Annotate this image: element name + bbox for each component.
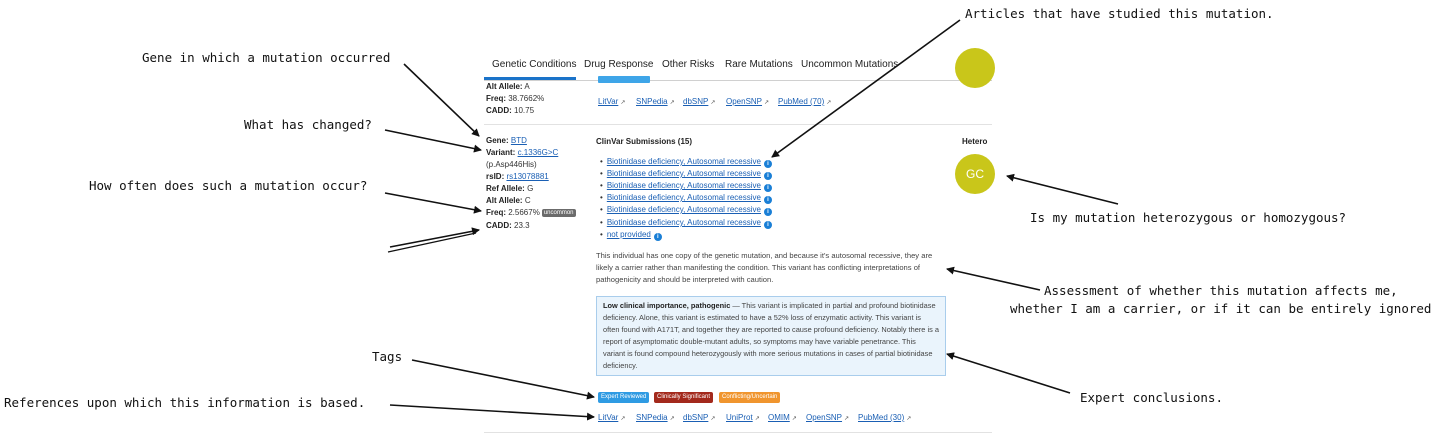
external-link-icon: ↗ xyxy=(710,100,716,106)
info-icon[interactable]: i xyxy=(764,172,772,180)
list-item: • not provided i xyxy=(600,230,662,241)
external-link-icon: ↗ xyxy=(669,100,675,106)
annotation-articles: Articles that have studied this mutation. xyxy=(965,6,1274,21)
ref-snpedia[interactable]: SNPedia ↗ xyxy=(636,413,675,422)
ref-uniprot[interactable]: UniProt ↗ xyxy=(726,413,760,422)
annotation-gene: Gene in which a mutation occurred xyxy=(142,50,391,65)
clinvar-submission-link[interactable]: Biotinidase deficiency, Autosomal recessive xyxy=(606,193,761,202)
clinvar-title: ClinVar Submissions (15) xyxy=(596,137,693,146)
rsid-link[interactable]: rs13078881 xyxy=(506,172,549,181)
tag-expert-reviewed: Expert Reviewed xyxy=(598,392,649,403)
zygosity-label: Hetero xyxy=(962,137,988,146)
clinvar-submission-link[interactable]: Biotinidase deficiency, Autosomal recessive xyxy=(606,181,761,190)
external-link-icon: ↗ xyxy=(826,100,832,106)
top-ref-opensnp[interactable]: OpenSNP ↗ xyxy=(726,97,770,106)
tab-genetic-conditions[interactable]: Genetic Conditions xyxy=(492,59,577,70)
arrow-references xyxy=(390,405,594,417)
list-item: • Biotinidase deficiency, Autosomal recessive i xyxy=(600,205,772,216)
tag-clinically-significant: Clinically Significant xyxy=(654,392,713,403)
external-link-icon: ↗ xyxy=(906,416,912,422)
assessment-summary: This individual has one copy of the genetic mutation, and because it's autosomal recessive, they are likely a carrier rather than manifesting the condition. This variant has conflicting interpretations of pathogenicity and should be interpreted with caution. xyxy=(596,251,933,284)
annotation-tags: Tags xyxy=(372,349,403,364)
annotation-expert: Expert conclusions. xyxy=(1080,390,1223,405)
arrow-articles xyxy=(772,20,960,157)
arrow-expert xyxy=(947,354,1070,393)
info-icon[interactable]: i xyxy=(764,208,772,216)
ref-opensnp[interactable]: OpenSNP ↗ xyxy=(806,413,850,422)
ref-pubmed[interactable]: PubMed (30) ↗ xyxy=(858,413,912,422)
arrow-cadd-double xyxy=(388,233,476,252)
list-item: • Biotinidase deficiency, Autosomal recessive i xyxy=(600,181,772,192)
expert-heading: Low clinical importance, pathogenic xyxy=(603,301,731,310)
annotation-zygosity: Is my mutation heterozygous or homozygous? xyxy=(1030,210,1347,225)
external-link-icon: ↗ xyxy=(791,416,797,422)
alt-allele-field: Alt Allele: C xyxy=(486,196,531,205)
clinvar-submission-link[interactable]: Biotinidase deficiency, Autosomal recessive xyxy=(606,218,761,227)
annotation-assessment-line1: Assessment of whether this mutation affects me, xyxy=(1044,283,1398,298)
top-ref-snpedia[interactable]: SNPedia ↗ xyxy=(636,97,675,106)
external-link-icon: ↗ xyxy=(754,416,760,422)
expert-text: — This variant is implicated in partial and profound biotinidase deficiency. Alone, this variant is estimated to have a 52% loss of enzymatic activity. This variant is often found with A171T, and together they are reported to cause profound deficiency. Notably there is a report of asymptomatic double-mutant adults, so symptoms may have variable penetrance. This variant is found compound heterozygously with more serious mutations in cases of partial biotinidase deficiency. xyxy=(603,301,939,370)
annotation-frequency: How often does such a mutation occur? xyxy=(89,178,368,193)
clinvar-submission-link[interactable]: not provided xyxy=(606,230,651,239)
arrow-frequency xyxy=(385,193,481,211)
external-link-icon: ↗ xyxy=(620,416,626,422)
arrow-cadd xyxy=(390,230,479,247)
variant-link[interactable]: c.1336G>C xyxy=(517,148,559,157)
external-link-icon: ↗ xyxy=(844,416,850,422)
external-link-icon: ↗ xyxy=(764,100,770,106)
clinvar-submission-link[interactable]: Biotinidase deficiency, Autosomal recessive xyxy=(606,157,761,166)
external-link-icon: ↗ xyxy=(620,100,626,106)
arrow-tags xyxy=(412,360,594,397)
info-icon[interactable]: i xyxy=(764,184,772,192)
arrow-zygosity xyxy=(1007,176,1118,204)
genotype-avatar: GC xyxy=(955,154,995,194)
top-cadd: CADD: 10.75 xyxy=(486,106,535,115)
protein-change: (p.Asp446His) xyxy=(486,160,537,169)
top-alt-allele: Alt Allele: A xyxy=(486,82,530,91)
arrow-assessment xyxy=(947,269,1040,290)
freq-field: Freq: 2.5667% uncommon xyxy=(486,208,574,217)
list-item: • Biotinidase deficiency, Autosomal recessive i xyxy=(600,169,772,180)
top-ref-dbsnp[interactable]: dbSNP ↗ xyxy=(683,97,716,106)
list-item: • Biotinidase deficiency, Autosomal recessive i xyxy=(600,218,772,229)
external-link-icon: ↗ xyxy=(710,416,716,422)
gene-field: Gene: BTD xyxy=(486,136,527,145)
arrow-gene xyxy=(404,64,479,136)
tab-uncommon-mutations[interactable]: Uncommon Mutations xyxy=(801,59,899,70)
top-freq: Freq: 38.7662% xyxy=(486,94,545,103)
list-item: • Biotinidase deficiency, Autosomal recessive i xyxy=(600,157,772,168)
tab-other-risks[interactable]: Other Risks xyxy=(662,59,715,70)
ref-litvar[interactable]: LitVar ↗ xyxy=(598,413,626,422)
info-icon[interactable]: i xyxy=(764,221,772,229)
annotation-references: References upon which this information is based. xyxy=(4,395,366,410)
external-link-icon: ↗ xyxy=(669,416,675,422)
clinvar-submission-link[interactable]: Biotinidase deficiency, Autosomal recessive xyxy=(606,169,761,178)
gene-link[interactable]: BTD xyxy=(510,136,527,145)
cadd-field: CADD: 23.3 xyxy=(486,221,530,230)
info-icon[interactable]: i xyxy=(654,233,662,241)
list-item: • Biotinidase deficiency, Autosomal recessive i xyxy=(600,193,772,204)
info-icon[interactable]: i xyxy=(764,160,772,168)
ref-allele-field: Ref Allele: G xyxy=(486,184,534,193)
top-ref-litvar[interactable]: LitVar ↗ xyxy=(598,97,626,106)
top-ref-pubmed[interactable]: PubMed (70) ↗ xyxy=(778,97,832,106)
frequency-badge: uncommon xyxy=(543,210,574,216)
ref-omim[interactable]: OMIM ↗ xyxy=(768,413,797,422)
ref-dbsnp[interactable]: dbSNP ↗ xyxy=(683,413,716,422)
clinvar-submission-link[interactable]: Biotinidase deficiency, Autosomal recessive xyxy=(606,205,761,214)
rsid-field: rsID: rs13078881 xyxy=(486,172,549,181)
variant-field: Variant: c.1336G>C xyxy=(486,148,559,157)
tab-rare-mutations[interactable]: Rare Mutations xyxy=(725,59,793,70)
arrow-changed xyxy=(385,130,481,150)
annotation-changed: What has changed? xyxy=(244,117,372,132)
annotation-assessment-line2: whether I am a carrier, or if it can be entirely ignored xyxy=(1010,301,1432,316)
tag-conflicting-uncertain: Conflicting/Uncertain xyxy=(719,392,780,403)
tab-drug-response[interactable]: Drug Response xyxy=(584,59,654,70)
info-icon[interactable]: i xyxy=(764,196,772,204)
